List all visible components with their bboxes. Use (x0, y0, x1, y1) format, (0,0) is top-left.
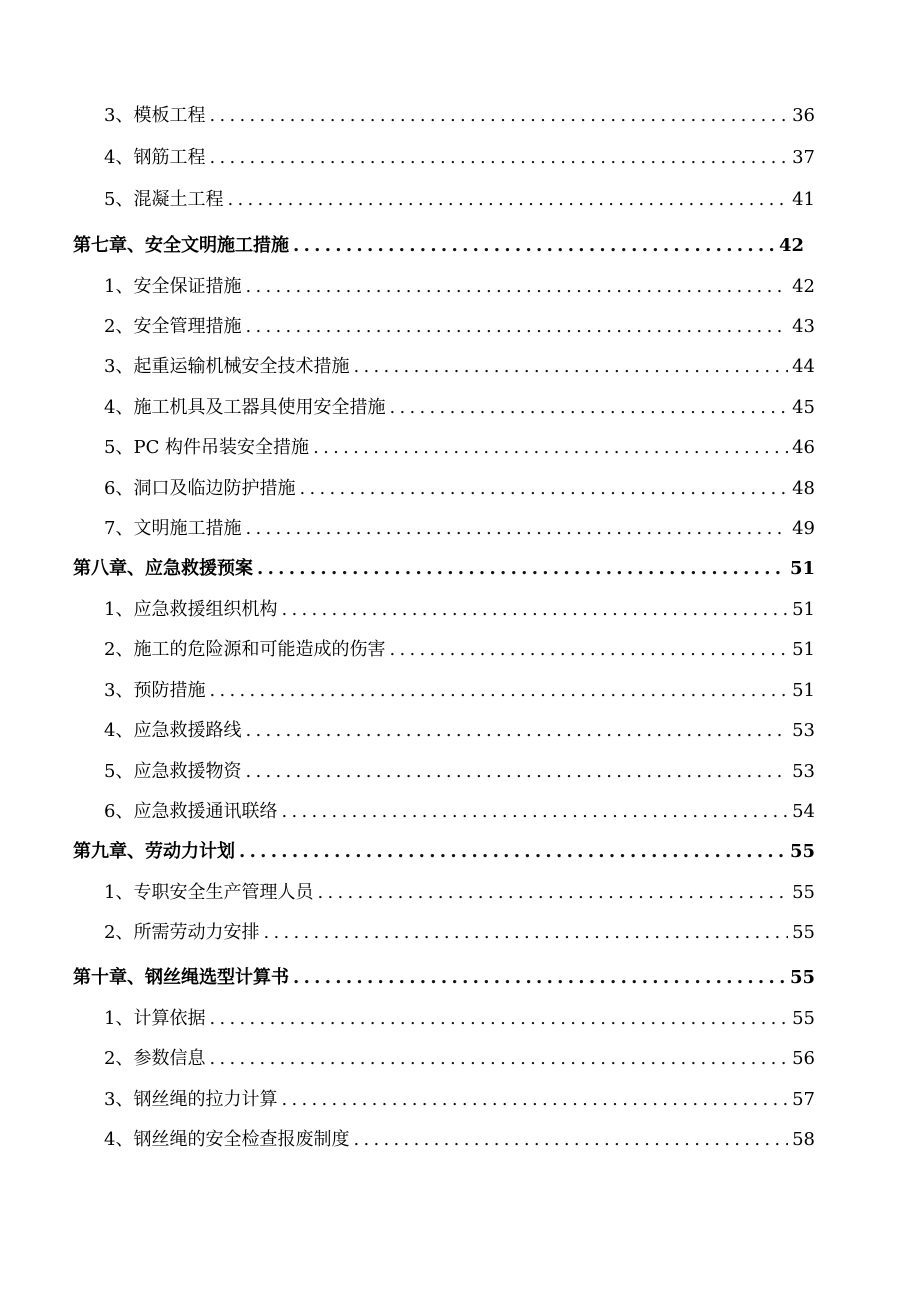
toc-entry-title: 3、钢丝绳的拉力计算 (104, 1089, 278, 1110)
toc-entry-3-formwork (104, 104, 815, 128)
toc-entry-8-2 (104, 638, 815, 662)
toc-entry-title: 6、洞口及临边防护措施 (104, 478, 296, 499)
toc-entry-page: 42 (792, 276, 815, 297)
toc-entry-8-5 (104, 760, 815, 784)
toc-entry-title: 4、应急救援路线 (104, 720, 242, 741)
toc-entry-page: 45 (792, 397, 815, 418)
dot-leader (317, 881, 788, 905)
toc-entry-page: 58 (792, 1129, 815, 1150)
toc-entry-page: 41 (792, 189, 815, 210)
toc-entry-page: 43 (792, 316, 815, 337)
toc-entry-title: 3、起重运输机械安全技术措施 (104, 356, 350, 377)
toc-entry-page: 53 (792, 761, 815, 782)
toc-chapter-title: 第七章、安全文明施工措施 (73, 235, 289, 256)
dot-leader (353, 355, 788, 379)
toc-entry-title: 1、计算依据 (104, 1008, 206, 1029)
toc-entry-page: 55 (792, 1008, 815, 1029)
toc-entry-10-3 (104, 1088, 815, 1112)
dot-leader (209, 104, 788, 128)
toc-chapter-title: 第八章、应急救援预案 (73, 558, 253, 579)
toc-entry-8-6 (104, 800, 815, 824)
toc-entry-title: 5、PC 构件吊装安全措施 (104, 437, 310, 458)
toc-chapter-title: 第九章、劳动力计划 (73, 841, 235, 862)
toc-entry-title: 3、预防措施 (104, 680, 206, 701)
toc-chapter-9 (73, 840, 815, 864)
toc-entry-page: 57 (792, 1089, 815, 1110)
dot-leader (239, 840, 786, 864)
dot-leader (227, 188, 788, 212)
toc-entry-8-3 (104, 679, 815, 703)
toc-entry-7-1 (104, 275, 815, 299)
dot-leader (281, 598, 788, 622)
dot-leader (281, 800, 788, 824)
toc-entry-page: 36 (792, 105, 815, 126)
toc-entry-7-3 (104, 355, 815, 379)
toc-entry-title: 2、安全管理措施 (104, 316, 242, 337)
toc-entry-page: 53 (792, 720, 815, 741)
dot-leader (209, 1047, 788, 1071)
dot-leader (293, 966, 786, 990)
toc-entry-9-1 (104, 881, 815, 905)
toc-entry-10-1 (104, 1007, 815, 1031)
toc-entry-page: 54 (792, 801, 815, 822)
toc-entry-8-1 (104, 598, 815, 622)
toc-entry-7-6 (104, 477, 815, 501)
toc-entry-7-7 (104, 517, 815, 541)
toc-entry-title: 4、钢筋工程 (104, 147, 206, 168)
toc-entry-page: 46 (792, 437, 815, 458)
dot-leader (293, 234, 775, 258)
toc-entry-title: 7、文明施工措施 (104, 518, 242, 539)
toc-entry-page: 55 (792, 922, 815, 943)
toc-entry-page: 55 (792, 882, 815, 903)
dot-leader (313, 436, 788, 460)
toc-entry-title: 5、混凝土工程 (104, 189, 224, 210)
dot-leader (353, 1128, 788, 1152)
toc-chapter-8 (73, 557, 815, 581)
toc-entry-title: 2、施工的危险源和可能造成的伤害 (104, 639, 386, 660)
dot-leader (245, 719, 788, 743)
toc-chapter-page: 55 (789, 841, 815, 862)
toc-entry-page: 48 (792, 478, 815, 499)
dot-leader (389, 638, 788, 662)
dot-leader (209, 1007, 788, 1031)
dot-leader (245, 315, 788, 339)
toc-entry-page: 56 (792, 1048, 815, 1069)
toc-entry-7-5 (104, 436, 815, 460)
toc-entry-title: 4、钢丝绳的安全检查报废制度 (104, 1129, 350, 1150)
toc-entry-title: 5、应急救援物资 (104, 761, 242, 782)
toc-entry-title: 1、专职安全生产管理人员 (104, 882, 314, 903)
toc-chapter-title: 第十章、钢丝绳选型计算书 (73, 967, 289, 988)
dot-leader (245, 275, 788, 299)
toc-entry-4-rebar (104, 146, 815, 170)
toc-entry-5-concrete (104, 188, 815, 212)
toc-entry-page: 51 (792, 639, 815, 660)
dot-leader (245, 517, 788, 541)
toc-entry-page: 49 (792, 518, 815, 539)
toc-chapter-page: 42 (778, 235, 804, 256)
dot-leader (281, 1088, 788, 1112)
toc-entry-title: 3、模板工程 (104, 105, 206, 126)
toc-entry-title: 2、所需劳动力安排 (104, 922, 260, 943)
toc-entry-title: 2、参数信息 (104, 1048, 206, 1069)
dot-leader (209, 146, 788, 170)
toc-entry-10-2 (104, 1047, 815, 1071)
toc-entry-title: 1、安全保证措施 (104, 276, 242, 297)
toc-entry-9-2 (104, 921, 815, 945)
dot-leader (257, 557, 786, 581)
toc-entry-title: 6、应急救援通讯联络 (104, 801, 278, 822)
dot-leader (263, 921, 788, 945)
dot-leader (299, 477, 788, 501)
toc-entry-title: 4、施工机具及工器具使用安全措施 (104, 397, 386, 418)
toc-entry-page: 51 (792, 680, 815, 701)
toc-entry-page: 37 (792, 147, 815, 168)
toc-entry-7-2 (104, 315, 815, 339)
toc-entry-8-4 (104, 719, 815, 743)
toc-entry-10-4 (104, 1128, 815, 1152)
toc-entry-page: 51 (792, 599, 815, 620)
toc-entry-page: 44 (792, 356, 815, 377)
toc-chapter-page: 55 (789, 967, 815, 988)
dot-leader (389, 396, 788, 420)
toc-entry-title: 1、应急救援组织机构 (104, 599, 278, 620)
toc-chapter-10 (73, 966, 815, 990)
toc-chapter-7 (73, 234, 804, 258)
toc-chapter-page: 51 (789, 558, 815, 579)
dot-leader (209, 679, 788, 703)
toc-entry-7-4 (104, 396, 815, 420)
dot-leader (245, 760, 788, 784)
